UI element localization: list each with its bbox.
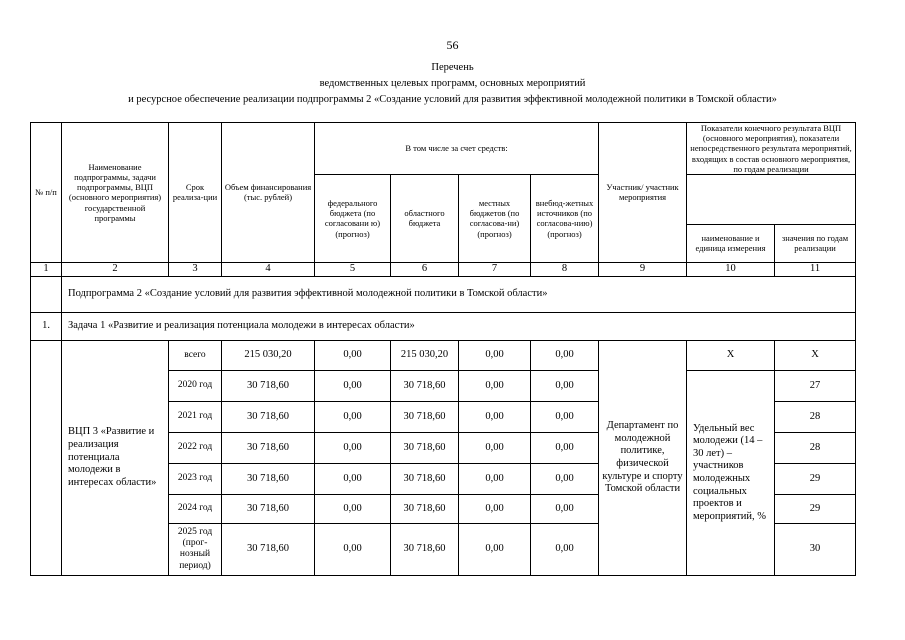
indicator-value: 29 (775, 463, 856, 494)
col-header-local: местных бюджетов (по согласова-ни) (прогноз) (459, 174, 531, 262)
title-line-3: и ресурсное обеспечение реализации подпрограммы 2 «Создание условий для развития эффективной молодежной политики в Томской области» (128, 94, 777, 105)
federal-cell: 0,00 (315, 463, 391, 494)
total-cell: 30 718,60 (222, 494, 315, 523)
indicator-value: 27 (775, 370, 856, 401)
col-header-volume: Объем финансирования (тыс. рублей) (222, 123, 315, 263)
regional-cell: 30 718,60 (391, 370, 459, 401)
extra-cell: 0,00 (531, 432, 599, 463)
col-number: 1 (31, 262, 62, 276)
extra-cell: 0,00 (531, 494, 599, 523)
col-number: 9 (599, 262, 687, 276)
period-cell: 2022 год (169, 432, 222, 463)
col-header-participant: Участник/ участник мероприятия (599, 123, 687, 263)
regional-cell: 30 718,60 (391, 463, 459, 494)
col-header-indicator-name: наименование и единица измерения (687, 224, 775, 262)
col-header-federal: федерального бюджета (по согласовани ю) (прогноз) (315, 174, 391, 262)
period-cell: всего (169, 340, 222, 370)
federal-cell: 0,00 (315, 432, 391, 463)
total-cell: 30 718,60 (222, 370, 315, 401)
col-number: 6 (391, 262, 459, 276)
federal-cell: 0,00 (315, 494, 391, 523)
indicator-x: X (687, 340, 775, 370)
regional-cell: 30 718,60 (391, 523, 459, 575)
local-cell: 0,00 (459, 370, 531, 401)
indicator-name-cell: Удельный вес молодежи (14 – 30 лет) – участников молодежных социальных проектов и мероприятий, % (687, 370, 775, 575)
task-row: Задача 1 «Развитие и реализация потенциала молодежи в интересах области» (62, 312, 856, 340)
col-header-term: Срок реализа-ции (169, 123, 222, 263)
col-number: 7 (459, 262, 531, 276)
federal-cell: 0,00 (315, 340, 391, 370)
col-header-incl-group: В том числе за счет средств: (315, 123, 599, 175)
total-cell: 30 718,60 (222, 523, 315, 575)
indicator-value: 28 (775, 401, 856, 432)
regional-cell: 30 718,60 (391, 401, 459, 432)
local-cell: 0,00 (459, 523, 531, 575)
total-cell: 30 718,60 (222, 432, 315, 463)
indicator-value: 28 (775, 432, 856, 463)
federal-cell: 0,00 (315, 401, 391, 432)
extra-cell: 0,00 (531, 523, 599, 575)
vcp-name: ВЦП 3 «Развитие и реализация потенциала молодежи в интересах области» (62, 340, 169, 575)
col-header-num: № п/п (31, 123, 62, 263)
extra-cell: 0,00 (531, 340, 599, 370)
total-cell: 30 718,60 (222, 401, 315, 432)
program-table (30, 122, 856, 576)
period-cell: 2020 год (169, 370, 222, 401)
federal-cell: 0,00 (315, 523, 391, 575)
indicator-value: 29 (775, 494, 856, 523)
col-header-extra: внебюд-жетных источников (по согласова-нию) (прогноз) (531, 174, 599, 262)
col-number: 4 (222, 262, 315, 276)
indicator-value: 30 (775, 523, 856, 575)
extra-cell: 0,00 (531, 401, 599, 432)
local-cell: 0,00 (459, 432, 531, 463)
col-header-regional: областного бюджета (391, 174, 459, 262)
col-header-name: Наименование подпрограммы, задачи подпрограммы, ВЦП (основного мероприятия) государственной программы (62, 123, 169, 263)
page-number: 56 (446, 38, 459, 52)
title-line-2: ведомственных целевых программ, основных мероприятий (319, 78, 586, 89)
local-cell: 0,00 (459, 463, 531, 494)
local-cell: 0,00 (459, 340, 531, 370)
col-header-indicator-values: значения по годам реализации (775, 224, 856, 262)
period-cell: 2021 год (169, 401, 222, 432)
participant-cell: Департамент по молодежной политике, физической культуре и спорту Томской области (599, 340, 687, 575)
regional-cell: 30 718,60 (391, 432, 459, 463)
col-header-indicators-group: Показатели конечного результата ВЦП (основного мероприятия), показатели непосредственного результата мероприятий, входящих в состав основного мероприятия, по годам реализации (687, 123, 856, 175)
total-cell: 30 718,60 (222, 463, 315, 494)
total-cell: 215 030,20 (222, 340, 315, 370)
local-cell: 0,00 (459, 494, 531, 523)
subprogram-row: Подпрограмма 2 «Создание условий для развития эффективной молодежной политики в Томской области» (62, 276, 856, 312)
period-cell: 2023 год (169, 463, 222, 494)
col-number: 2 (62, 262, 169, 276)
col-number: 8 (531, 262, 599, 276)
regional-cell: 30 718,60 (391, 494, 459, 523)
federal-cell: 0,00 (315, 370, 391, 401)
regional-cell: 215 030,20 (391, 340, 459, 370)
title-line-1: Перечень (431, 62, 474, 73)
period-cell: 2024 год (169, 494, 222, 523)
extra-cell: 0,00 (531, 370, 599, 401)
col-number: 10 (687, 262, 775, 276)
extra-cell: 0,00 (531, 463, 599, 494)
period-cell: 2025 год (прог-нозный период) (169, 523, 222, 575)
indicator-values-x: X (775, 340, 856, 370)
col-number: 5 (315, 262, 391, 276)
col-number: 11 (775, 262, 856, 276)
col-number: 3 (169, 262, 222, 276)
local-cell: 0,00 (459, 401, 531, 432)
task-number: 1. (31, 312, 62, 340)
